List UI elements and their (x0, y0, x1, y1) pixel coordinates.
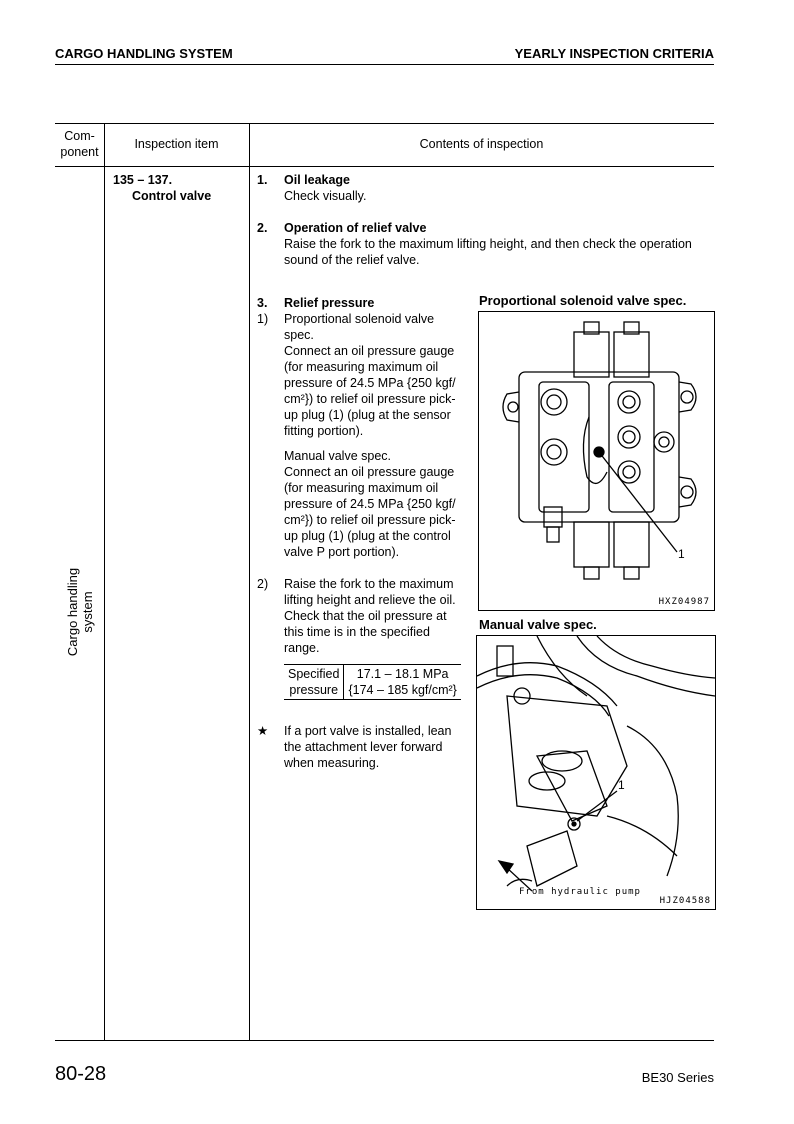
figure-2-code: HJZ04588 (659, 896, 711, 906)
note-line: If a port valve is installed, lean (284, 724, 452, 738)
spec-label-cell (284, 665, 344, 700)
figure-1-caption: Proportional solenoid valve spec. (479, 293, 687, 308)
column-divider-1 (104, 123, 105, 1040)
column-header-component-line2: ponent (60, 145, 99, 159)
section-2-number: 2. (257, 221, 268, 235)
spec-label-line1: Specified (288, 667, 340, 681)
step-2-line: Check that the oil pressure at (284, 609, 447, 623)
step-1-line: fitting portion). (284, 424, 364, 438)
figure-2-pump-label: From hydraulic pump (519, 887, 641, 897)
manual-line: valve P port portion). (284, 545, 400, 559)
table-header-rule (55, 166, 714, 167)
running-header-right: YEARLY INSPECTION CRITERIA (514, 46, 714, 61)
step-1-line: up plug (1) (plug at the sensor (284, 408, 451, 422)
note-text (284, 723, 451, 771)
note-line: the attachment lever forward (284, 740, 443, 754)
figure-2-manual-valve (476, 635, 716, 910)
manual-line: Connect an oil pressure gauge (284, 465, 455, 479)
manual-line: pressure of 24.5 MPa {250 kgf/ (284, 497, 456, 511)
step-1-text (284, 311, 456, 439)
column-header-component (55, 128, 104, 160)
table-top-rule (55, 123, 714, 124)
step-2-text (284, 576, 456, 656)
manual-line: cm²}) to relief oil pressure pick- (284, 513, 456, 527)
step-2-line: range. (284, 641, 320, 655)
manual-line: up plug (1) (plug at the control (284, 529, 451, 543)
item-number: 135 – 137. (113, 173, 173, 187)
figure-2-callout: 1 (618, 778, 625, 792)
section-2-body-line1: Raise the fork to the maximum lifting height, and then check the operation (284, 237, 692, 251)
manual-valve-drawing (477, 636, 715, 909)
figure-1-callout: 1 (678, 547, 685, 561)
table-bottom-rule (55, 1040, 714, 1041)
section-2-body-line2: sound of the relief valve. (284, 253, 420, 267)
column-header-inspection-item: Inspection item (134, 137, 219, 151)
step-2-number: 2) (257, 577, 269, 591)
spec-table (284, 664, 461, 700)
step-1-line: cm²}) to relief oil pressure pick- (284, 392, 456, 406)
section-2-title: Operation of relief valve (284, 221, 427, 235)
step-2-line: Raise the fork to the maximum (284, 577, 454, 591)
section-3-title: Relief pressure (284, 296, 375, 310)
header-rule (55, 64, 714, 65)
page-number: 80-28 (55, 1063, 107, 1085)
step-2-line: this time is in the specified (284, 625, 430, 639)
step-1-line: pressure of 24.5 MPa {250 kgf/ (284, 376, 456, 390)
spec-value-line1: 17.1 – 18.1 MPa (356, 667, 449, 681)
manual-line: Manual valve spec. (284, 449, 392, 463)
column-header-component-line1: Com- (64, 129, 95, 143)
note-star-icon: ★ (257, 724, 269, 738)
component-cell: Cargo handling system (65, 567, 95, 657)
manual-line: (for measuring maximum oil (284, 481, 439, 495)
column-header-contents: Contents of inspection (419, 137, 544, 151)
spec-label-line2: pressure (289, 683, 339, 697)
section-1-body: Check visually. (284, 189, 367, 203)
step-1-line: Connect an oil pressure gauge (284, 344, 455, 358)
section-1-number: 1. (257, 173, 268, 187)
item-name: Control valve (132, 189, 212, 203)
note-line: when measuring. (284, 756, 380, 770)
step-1-line: spec. (284, 328, 314, 342)
running-header-left: CARGO HANDLING SYSTEM (55, 46, 233, 61)
section-3-number: 3. (257, 296, 268, 310)
section-1-title: Oil leakage (284, 173, 351, 187)
column-divider-2 (249, 123, 250, 1040)
step-1-number: 1) (257, 312, 269, 326)
manual-valve-text (284, 448, 456, 560)
step-2-line: lifting height and relieve the oil. (284, 593, 456, 607)
series-name: BE30 Series (641, 1070, 714, 1085)
figure-1-code: HXZ04987 (658, 597, 710, 607)
spec-value-line2: {174 – 185 kgf/cm²} (348, 683, 457, 697)
proportional-valve-drawing (479, 312, 714, 610)
step-1-line: Proportional solenoid valve (284, 312, 435, 326)
figure-1-proportional-solenoid-valve (478, 311, 715, 611)
figure-2-caption: Manual valve spec. (479, 617, 597, 632)
step-1-line: (for measuring maximum oil (284, 360, 439, 374)
spec-value-cell (344, 665, 461, 700)
